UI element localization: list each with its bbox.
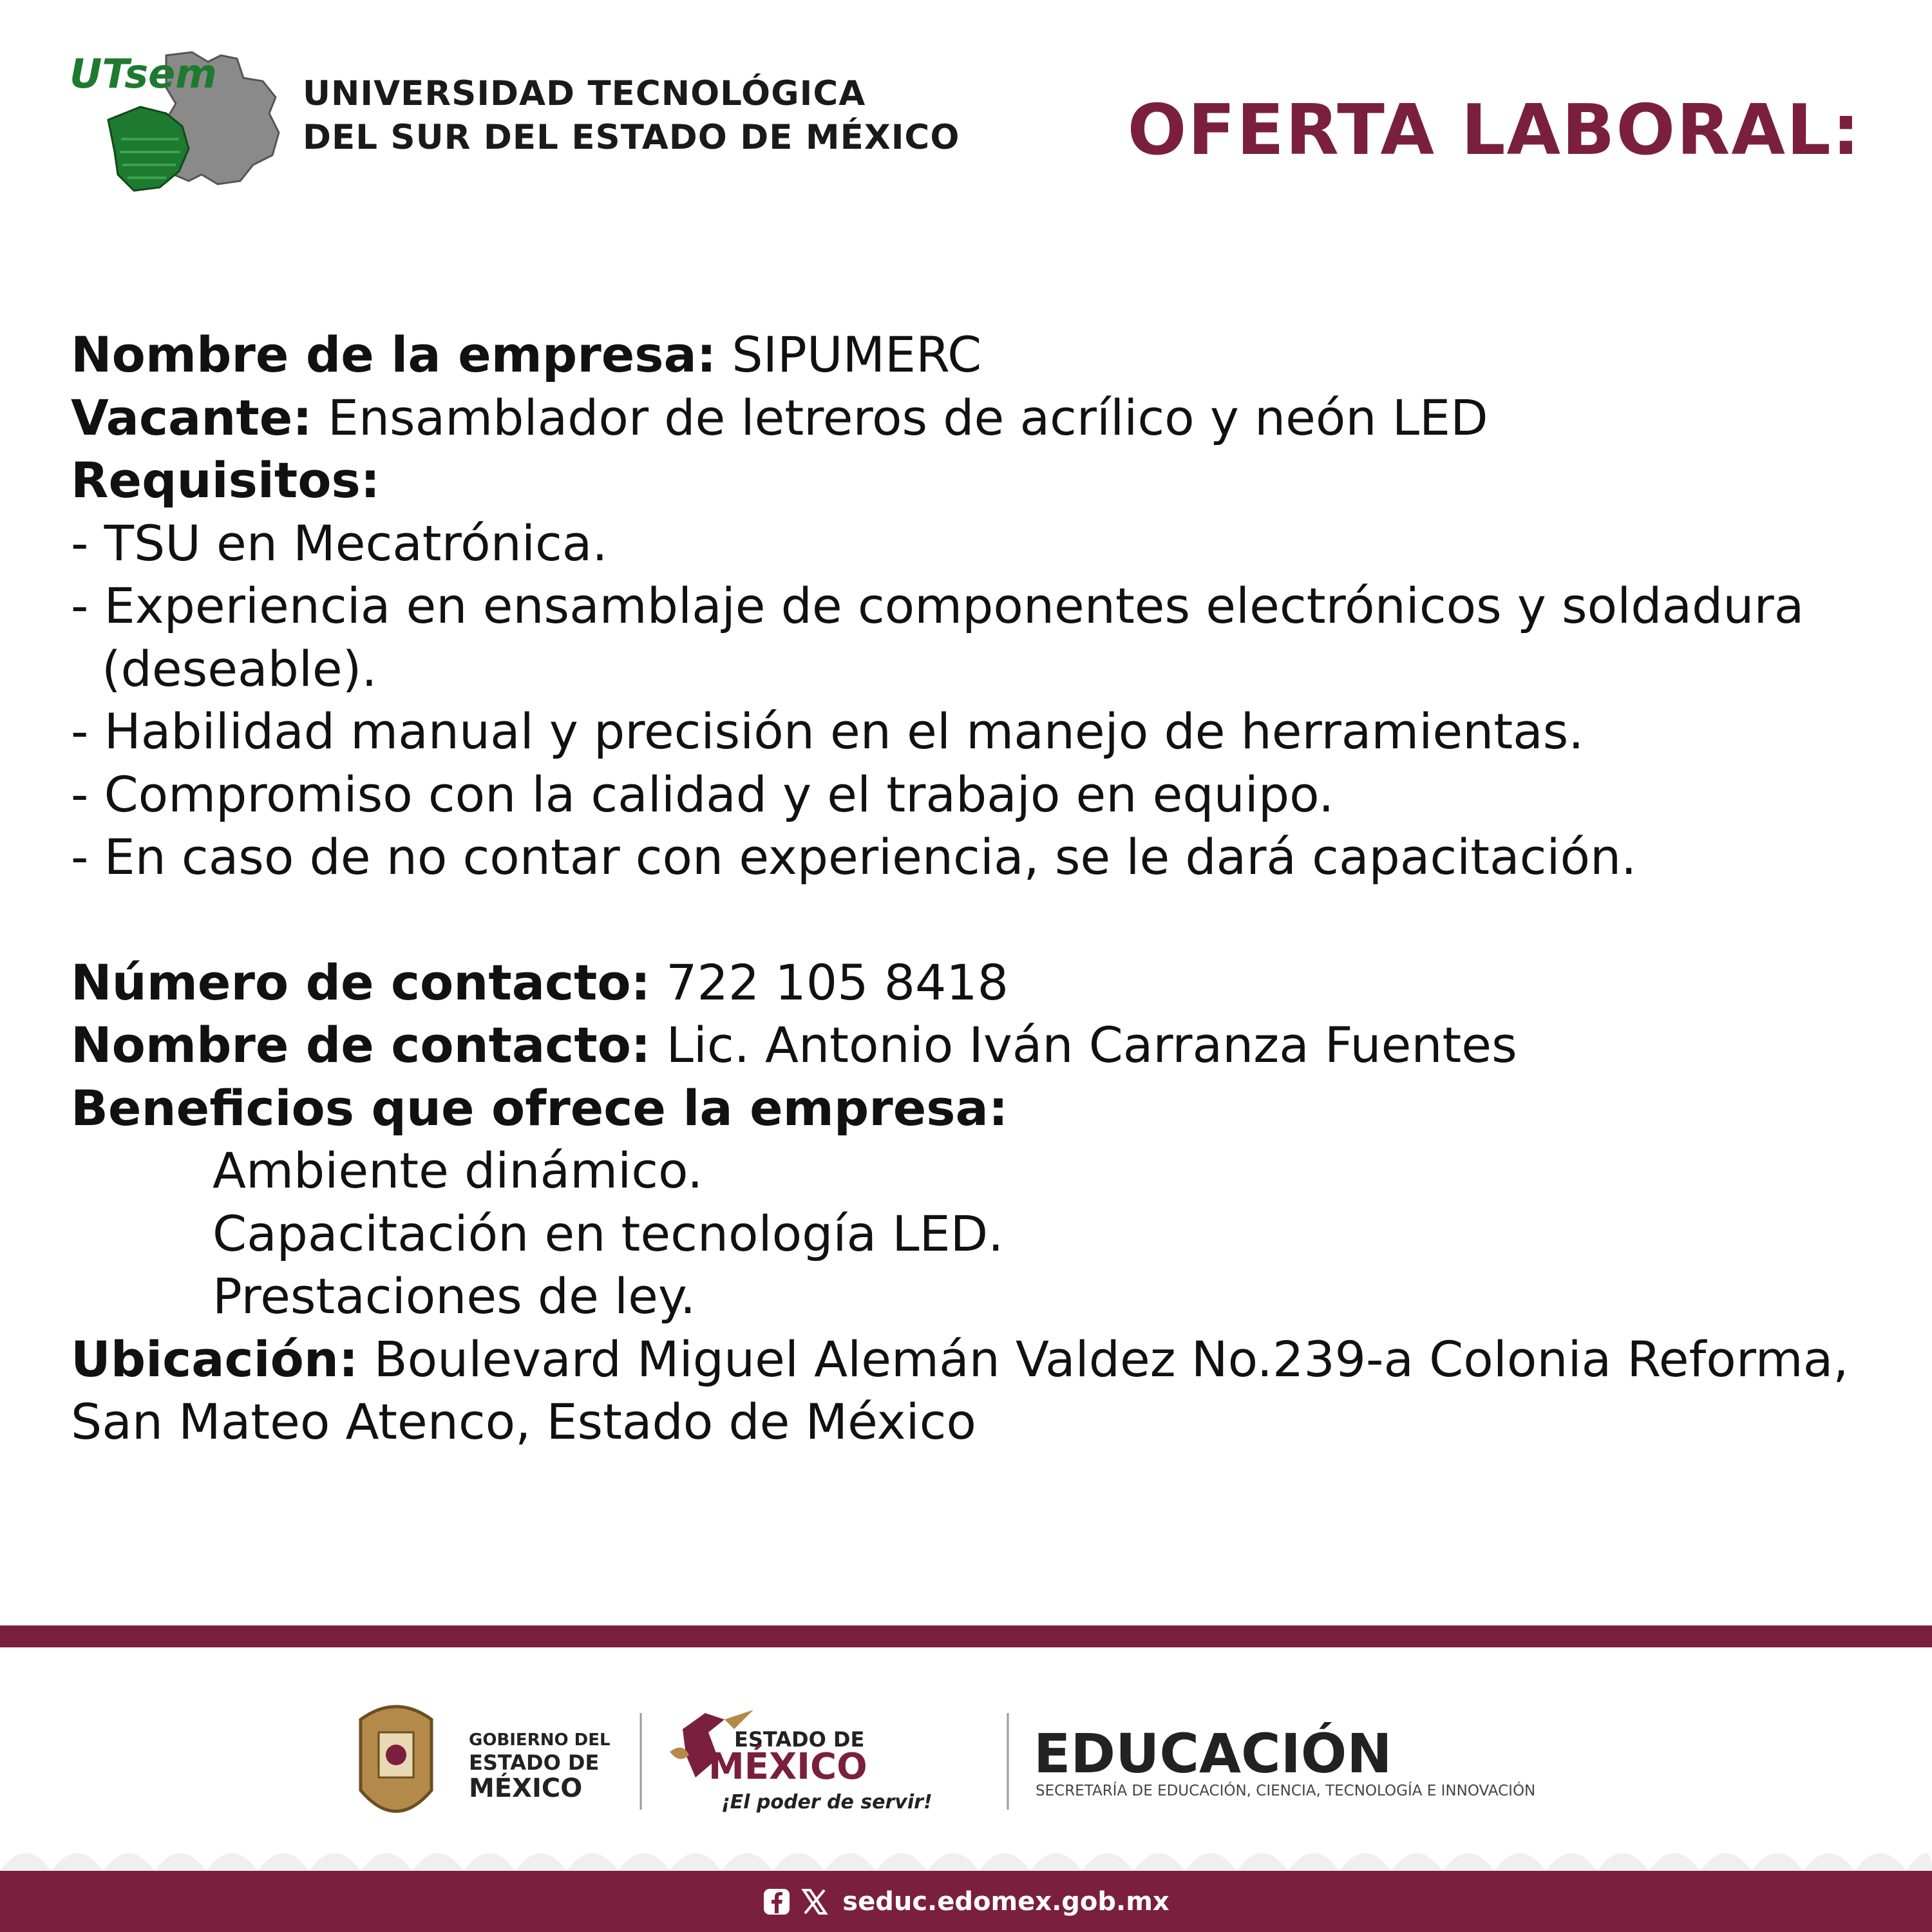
location-value-continuation: San Mateo Atenco, Estado de México [71, 1393, 976, 1450]
x-icon[interactable] [800, 1888, 828, 1916]
education-subtitle: SECRETARÍA DE EDUCACIÓN, CIENCIA, TECNOLOGÍA E INNOVACIÓN [1036, 1783, 1536, 1799]
divider-band [0, 1625, 1932, 1647]
benefit-item: Capacitación en tecnología LED. [213, 1204, 1004, 1262]
benefit-item: Ambiente dinámico. [213, 1142, 703, 1199]
footer-logos [348, 1694, 1636, 1835]
requirement-item-continuation: (deseable). [102, 639, 377, 697]
requirement-item: - TSU en Mecatrónica. [71, 514, 608, 572]
edomex-line2: MÉXICO [708, 1746, 867, 1788]
website-link[interactable]: seduc.edomex.gob.mx [842, 1886, 1170, 1917]
university-name-line1: UNIVERSIDAD TECNOLÓGICA [303, 74, 866, 113]
contact-number-value: 722 105 8418 [666, 953, 1009, 1011]
company-row [71, 323, 1900, 386]
location-value: Boulevard Miguel Alemán Valdez No.239-a Colonia Reforma, [374, 1330, 1849, 1388]
contact-name-label: Nombre de contacto: [71, 1016, 651, 1074]
company-value: SIPUMERC [732, 326, 982, 383]
gov-line1: GOBIERNO DEL [469, 1730, 611, 1750]
company-label: Nombre de la empresa: [71, 326, 717, 383]
utsem-logo-text: UTsem [70, 50, 217, 97]
university-name [303, 72, 960, 160]
benefits-label: Beneficios que ofrece la empresa: [71, 1079, 1009, 1137]
decorative-pattern [0, 1835, 1932, 1871]
requirements-row [71, 449, 1900, 512]
location-label: Ubicación: [71, 1330, 359, 1388]
job-offer-details [71, 323, 1900, 1454]
vacancy-label: Vacante: [71, 388, 312, 446]
requirement-item: - Compromiso con la calidad y el trabajo en equipo. [71, 765, 1334, 823]
offer-title: OFERTA LABORAL: [1127, 90, 1861, 171]
coat-of-arms-icon [361, 1707, 431, 1812]
requirement-item: - En caso de no contar con experiencia, se le dará capacitación. [71, 828, 1637, 886]
edomex-line1: ESTADO DE [734, 1727, 865, 1752]
contact-name-row [71, 1014, 1900, 1077]
location-row [71, 1328, 1900, 1391]
benefit-item: Prestaciones de ley. [213, 1267, 696, 1325]
utsem-logo [70, 43, 282, 193]
contact-name-value: Lic. Antonio Iván Carranza Fuentes [666, 1016, 1517, 1074]
footer-bar [0, 1871, 1932, 1932]
facebook-icon[interactable] [762, 1888, 791, 1916]
contact-number-row [71, 951, 1900, 1014]
vacancy-value: Ensamblador de letreros de acrílico y neón LED [327, 388, 1488, 446]
contact-number-label: Número de contacto: [71, 953, 650, 1011]
requirements-label: Requisitos: [71, 451, 381, 509]
spacer [71, 889, 1900, 951]
gov-line2: ESTADO DE [469, 1750, 600, 1775]
requirement-item: - Experiencia en ensamblaje de componentes electrónicos y soldadura [71, 577, 1804, 634]
benefits-row [71, 1077, 1900, 1140]
gov-line3: MÉXICO [469, 1774, 583, 1803]
education-title: EDUCACIÓN [1034, 1722, 1392, 1785]
edomex-slogan: ¡El poder de servir! [721, 1791, 933, 1814]
vacancy-row [71, 386, 1900, 450]
requirement-item: - Habilidad manual y precisión en el manejo de herramientas. [71, 703, 1584, 760]
university-name-line2: DEL SUR DEL ESTADO DE MÉXICO [303, 118, 960, 157]
